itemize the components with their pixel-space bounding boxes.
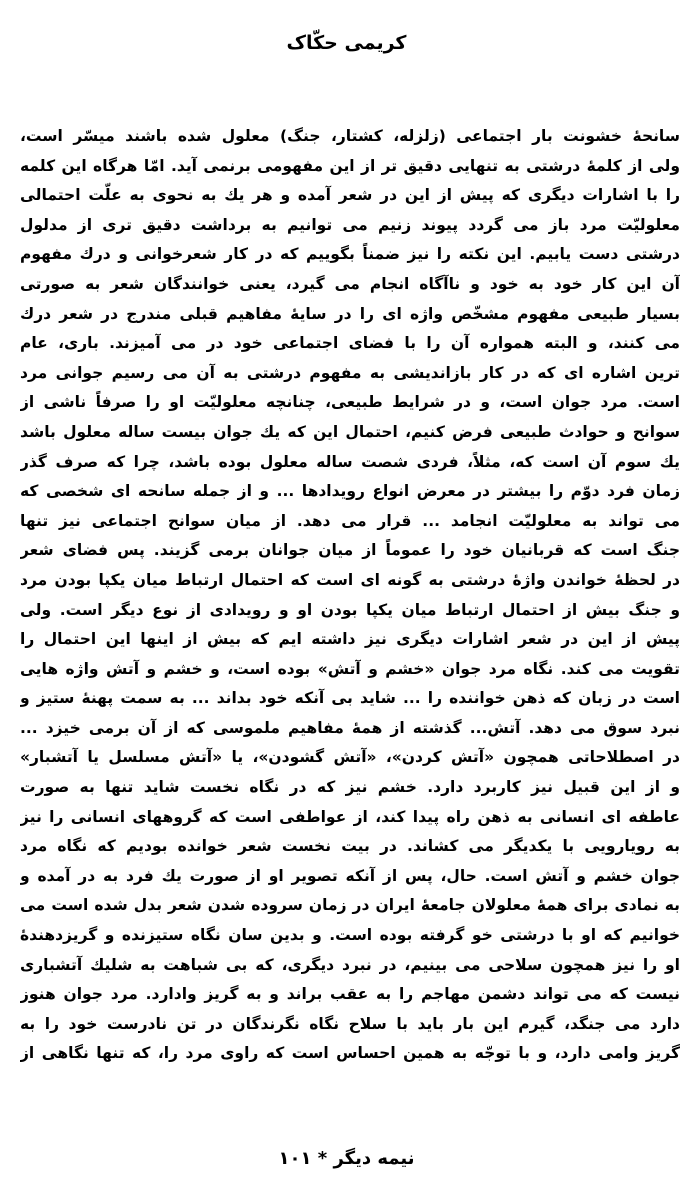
text-line: گریز وامی دارد، و با توجّه به همین احساس است که راوی مرد را، که تنها نگاهی از <box>20 1044 680 1063</box>
text-line: نیست که می تواند دشمن مهاجم را به عقب براند و به گریز وادارد. مرد جوان هنوز <box>20 985 680 1004</box>
text-line: به نمادی برای همهٔ معلولان جامعهٔ ایران در زمان سروده شدن شعر بدل شده است می <box>20 896 680 915</box>
text-line: می کنند، و البته همواره آن را با فضای اجتماعی خود در می آمیزند. باری، عام <box>20 334 680 353</box>
text-line: یك سوم آن است که، مثلاً، فردی شصت ساله معلول بوده باشد، چرا که صرف گذر <box>20 452 680 471</box>
text-line: سانحهٔ خشونت بار اجتماعی (زلزله، کشتار، جنگ) معلول شده باشند میسّر است، <box>20 127 680 145</box>
running-header-author: کریمی حکّاک <box>286 32 407 54</box>
text-line: تقویت می کند. نگاه مرد جوان «خشم و آتش» بوده است، و خشم و آتش واژه هایی <box>20 659 680 678</box>
text-line: نبرد سوق می دهد. آتش... گذشته از همهٔ مفاهیم ملموسی که از آن برمی خیزد ... <box>20 718 680 737</box>
text-line: عاطفه ای انسانی به ذهن راه پیدا کند، از عواطفی است که گروههای انسانی را نیز <box>20 807 680 826</box>
text-line: ترین اشاره ای که در کار بازاندیشی به مفهوم درشتی به آن می رسیم جوانی مرد <box>20 363 680 382</box>
text-line: سوانح و حوادث طبیعی فرض کنیم، احتمال این که یك جوان بیست ساله معلول باشد <box>20 422 680 441</box>
text-line: در اصطلاحاتی همچون «آتش کردن»، «آتش گشودن»، یا «آتش مسلسل یا آتشبار» <box>20 748 680 767</box>
text-line: ولی از کلمهٔ درشتی به تنهایی دقیق تر از این مفهومی برنمی آید. امّا هرگاه این کلمه <box>20 156 680 175</box>
text-line: معلولیّت مرد باز می گردد پیوند زنیم می توانیم به برداشت دقیق تری از مدلول <box>20 215 680 234</box>
body-paragraph <box>20 122 680 1069</box>
text-line: است در زبان که ذهن خواننده را ... شاید بی آنکه خود بداند ... به سمت پهنهٔ ستیز و <box>20 689 680 708</box>
text-line: دارد می جنگد، گیرم این بار باید با سلاح نگاه نگرندگان در تن نادرست خود را به <box>20 1014 680 1033</box>
text-line: جنگ است که قربانیان خود را عموماً از میان جوانان برمی گزیند. پس فضای شعر <box>20 541 680 560</box>
text-line: و جنگ بیش از احتمال ارتباط میان یکپا بودن او و رویدادی از نوع دیگر است. ولی <box>20 600 680 619</box>
text-line: در لحظهٔ خواندن واژهٔ درشتی به گونه ای است که احتمال ارتباط میان یکپا بودن مرد <box>20 570 680 589</box>
text-line: خوانیم که او با درشتی خو گرفته بوده است. و بدین سان نگاه ستیزنده و گریزدهندهٔ <box>20 926 680 945</box>
text-line: جوان خشم و آتش است. حال، پس از آنکه تصویر او از صورت یك فرد به در آمده و <box>20 866 680 885</box>
text-line: را با اشارات دیگری که پیش از این در شعر آمده و هر یك به نحوی به علّت احتمالی <box>20 186 680 205</box>
text-line: می تواند به معلولیّت انجامد ... قرار می دهد. از میان سوانح اجتماعی نیز تنها <box>20 511 680 530</box>
text-line: زمان فرد دوّم را بیشتر در معرض انواع رویدادها ... و از جمله سانحه ای شخصی که <box>20 482 680 501</box>
text-line: بسیار طبیعی مفهوم مشخّص واژه ای را در سایهٔ مفاهیم قبلی مندرج در شعر درك <box>20 304 680 323</box>
text-line: است. مرد جوان است، و در شرایط طبیعی، چنانچه معلولیّت او را صرفاً ناشی از <box>20 393 680 412</box>
running-footer-page-number: نیمه دیگر * ۱۰۱ <box>278 1148 415 1169</box>
text-line: آن این کار خود به خود و ناآگاه انجام می گیرد، یعنی خوانندگان شعر به صورتی <box>20 274 680 293</box>
text-line: و از این قبیل نیز کاربرد دارد. خشم نیز که در نگاه نخست شاید تنها به صورت <box>20 778 680 797</box>
text-line: پیش از این در شعر اشارات دیگری نیز داشته ایم که بیش از اینها این احتمال را <box>20 630 680 649</box>
text-line: او را نیز همچون سلاحی می بینیم، در نبرد دیگری، که بی شباهت به شلیك آتشباری <box>20 955 680 974</box>
text-line: به رویارویی با یکدیگر می کشاند. در بیت نخست شعر خوانده بودیم که نگاه مرد <box>20 837 680 856</box>
text-line: درشتی دست یابیم. این نکته را نیز ضمناً بگوییم که در کار شعرخوانی و درك مفهوم <box>20 245 680 264</box>
